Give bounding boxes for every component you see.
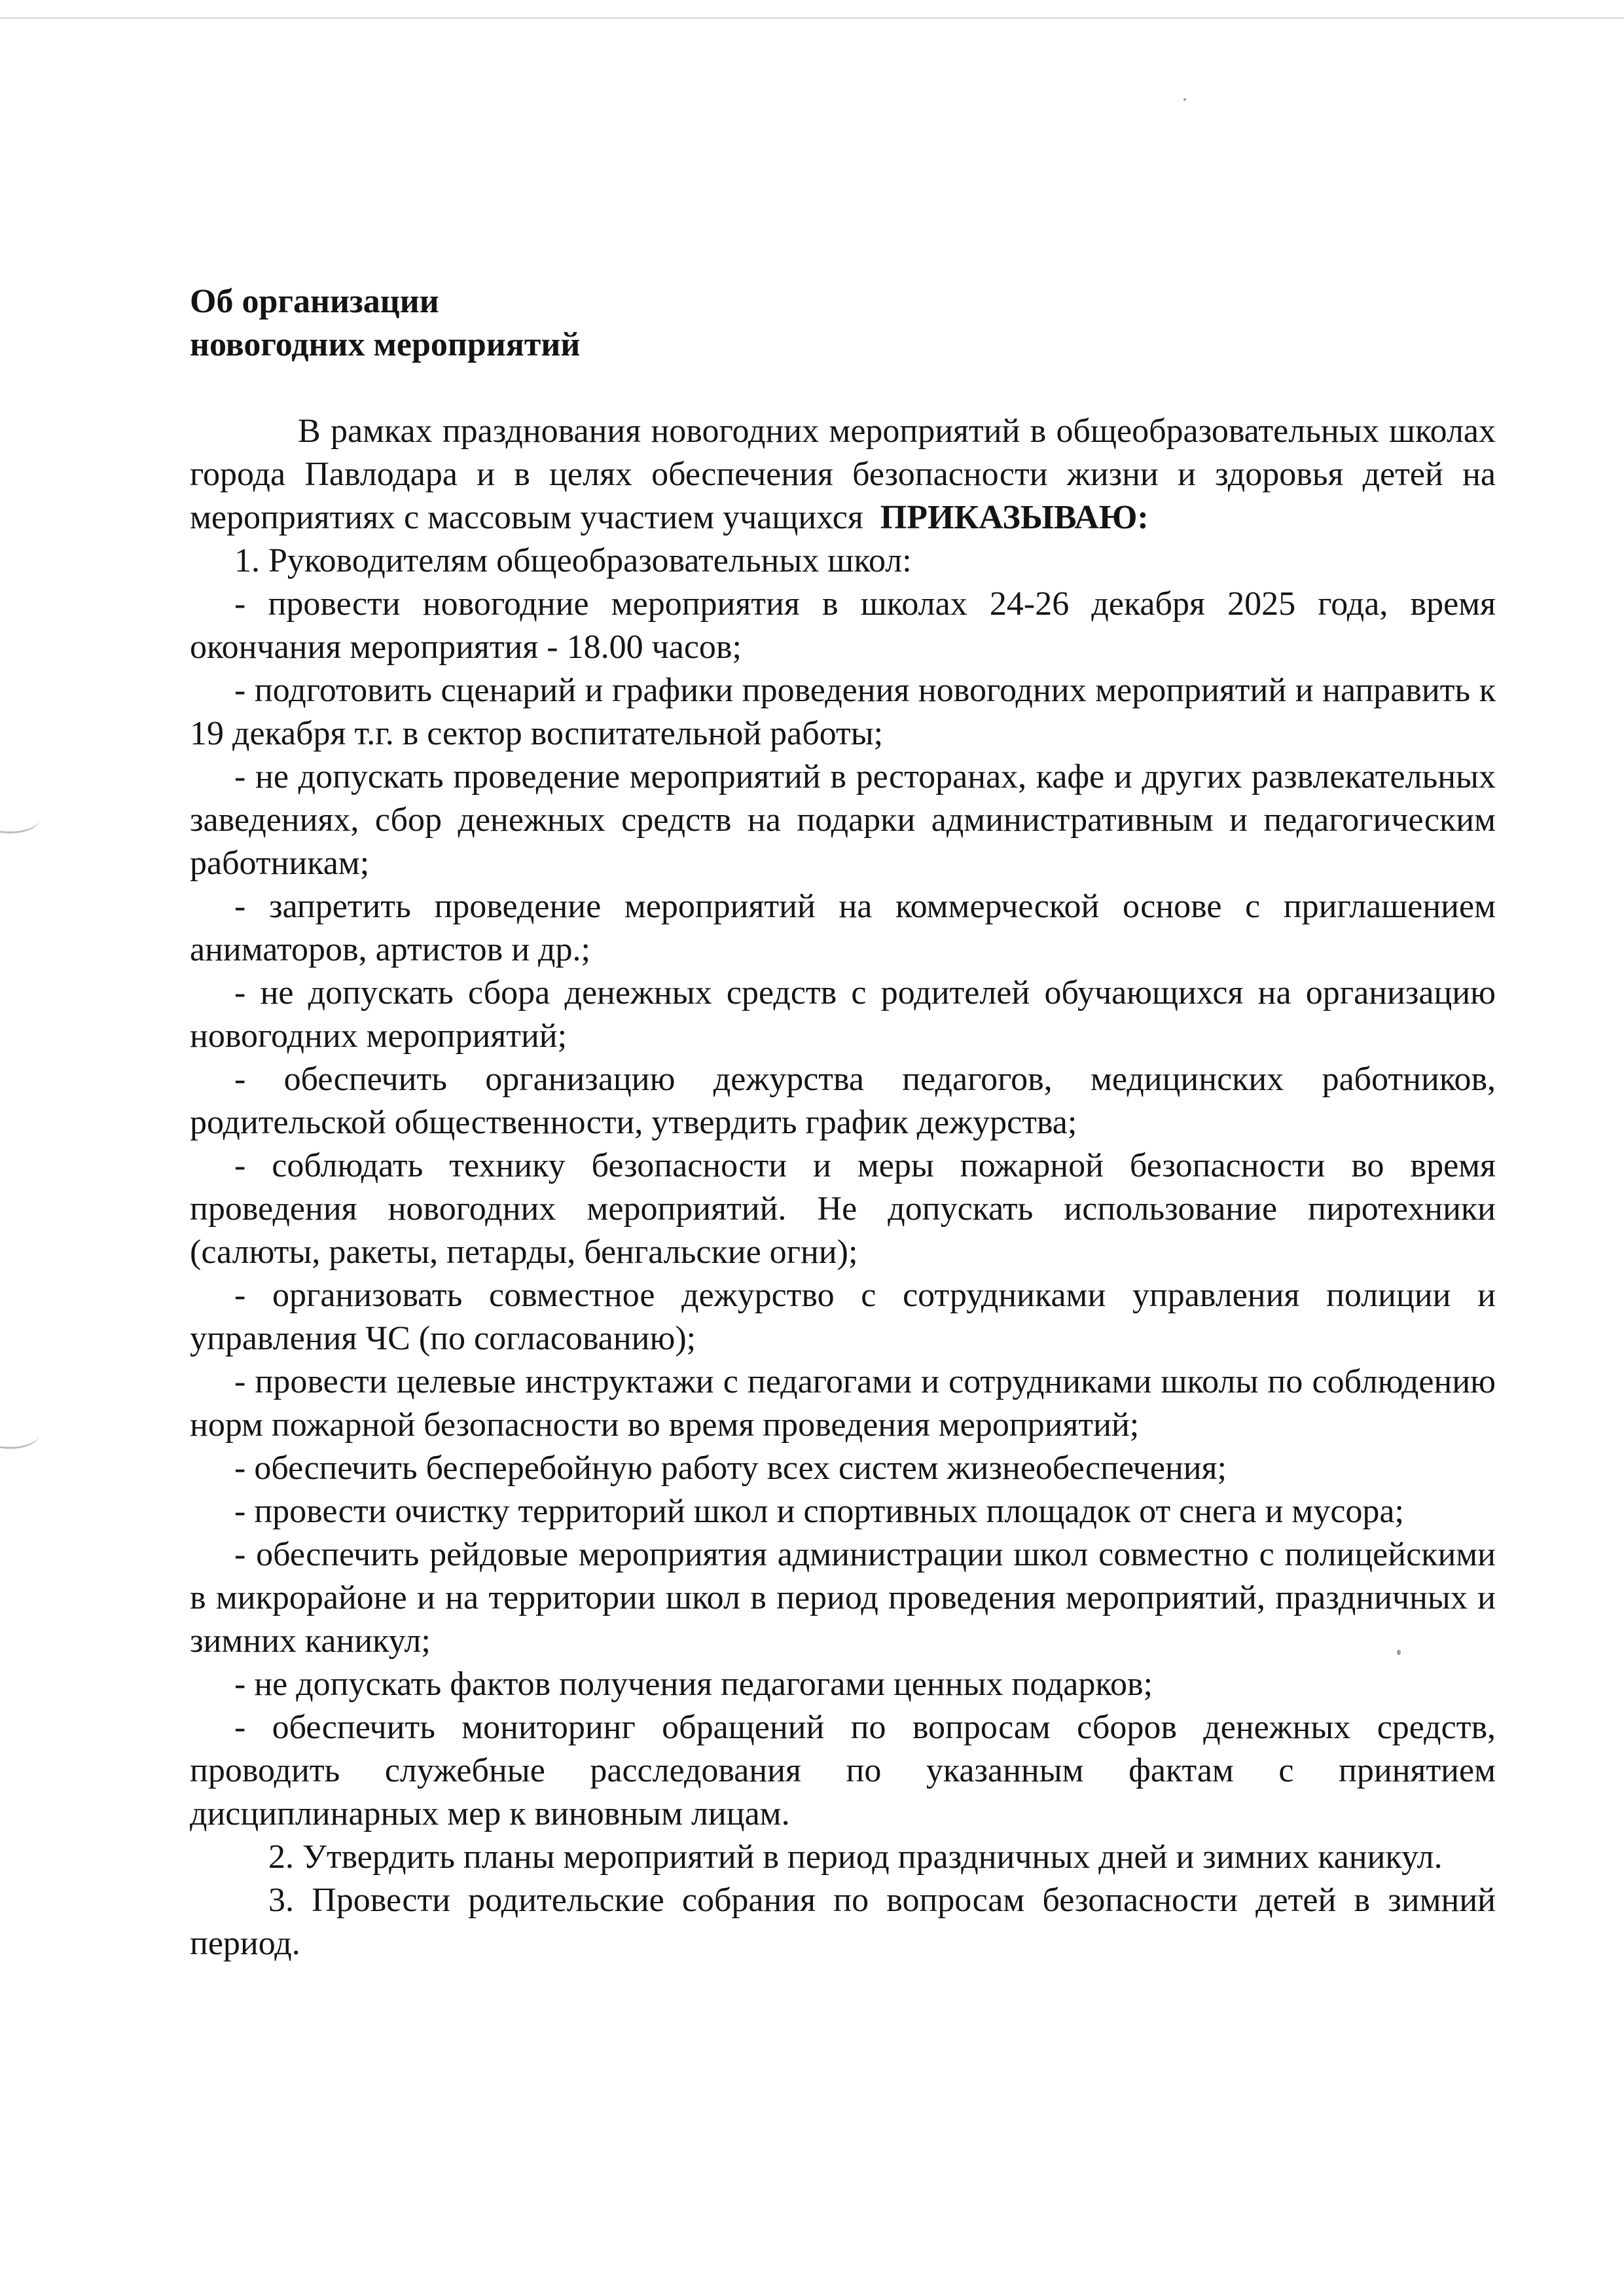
point-2: 2. Утвердить планы мероприятий в период праздничных дней и зимних каникул. [268, 1838, 1443, 1876]
list-item: - обеспечить рейдовые мероприятия администрации школ совместно с полицейскими в микрорайоне и на территории школ в период проведения мероприятий, праздничных и зимних каникул; [190, 1536, 1496, 1660]
subitem-list [190, 583, 1496, 1836]
list-item: - запретить проведение мероприятий на коммерческой основе с приглашением аниматоров, артистов и др.; [190, 888, 1496, 968]
list-item: - обеспечить бесперебойную работу всех систем жизнеобеспечения; [234, 1449, 1227, 1487]
list-item: - обеспечить мониторинг обращений по вопросам сборов денежных средств, проводить служебные расследования по указанным фактам с принятием дисциплинарных мер к виновным лицам. [190, 1709, 1496, 1832]
preamble [190, 410, 1496, 539]
scan-mark-left-1 [0, 805, 39, 833]
list-item: - провести очистку территорий школ и спортивных площадок от снега и мусора; [234, 1493, 1404, 1530]
scan-mark-left-2 [0, 1421, 39, 1449]
list-item: - не допускать проведение мероприятий в ресторанах, кафе и других развлекательных заведениях, сбор денежных средств на подарки административным и педагогическим работникам; [190, 758, 1496, 882]
list-item: - не допускать сбора денежных средств с родителей обучающихся на организацию новогодних мероприятий; [190, 974, 1496, 1055]
list-item: - не допускать фактов получения педагогами ценных подарков; [234, 1666, 1153, 1703]
list-item: - провести целевые инструктажи с педагогами и сотрудниками школы по соблюдению норм пожарной безопасности во время проведения мероприятий; [190, 1363, 1496, 1444]
list-item: - соблюдать технику безопасности и меры пожарной безопасности во время проведения новогодних мероприятий. Не допускать использование пиротехники (салюты, ракеты, петарды, бенгальские огни); [190, 1147, 1496, 1271]
document-title [190, 280, 1496, 367]
scan-top-edge [0, 17, 1624, 19]
order-document [190, 280, 1496, 1965]
point-3: 3. Провести родительские собрания по вопросам безопасности детей в зимний период. [190, 1882, 1496, 1962]
list-item: - подготовить сценарий и графики проведения новогодних мероприятий и направить к 19 декабря т.г. в сектор воспитательной работы; [190, 672, 1496, 752]
list-item: - обеспечить организацию дежурства педагогов, медицинских работников, родительской общественности, утвердить график дежурства; [190, 1061, 1496, 1141]
order-word: ПРИКАЗЫВАЮ: [880, 499, 1149, 536]
list-item: - провести новогодние мероприятия в школах 24-26 декабря 2025 года, время окончания мероприятия - 18.00 часов; [190, 585, 1496, 666]
title-line-2: новогодних мероприятий [190, 326, 581, 363]
point-1: 1. Руководителям общеобразовательных школ: [234, 542, 912, 579]
list-item: - организовать совместное дежурство с сотрудниками управления полиции и управления ЧС (по согласованию); [190, 1277, 1496, 1357]
title-line-1: Об организации [190, 283, 439, 320]
scan-speck-top [1183, 98, 1186, 101]
preamble-text: В рамках празднования новогодних мероприятий в общеобразовательных школах города Павлодара и в целях обеспечения безопасности жизни и здоровья детей на мероприятиях с массовым участием учащихся [190, 412, 1496, 536]
